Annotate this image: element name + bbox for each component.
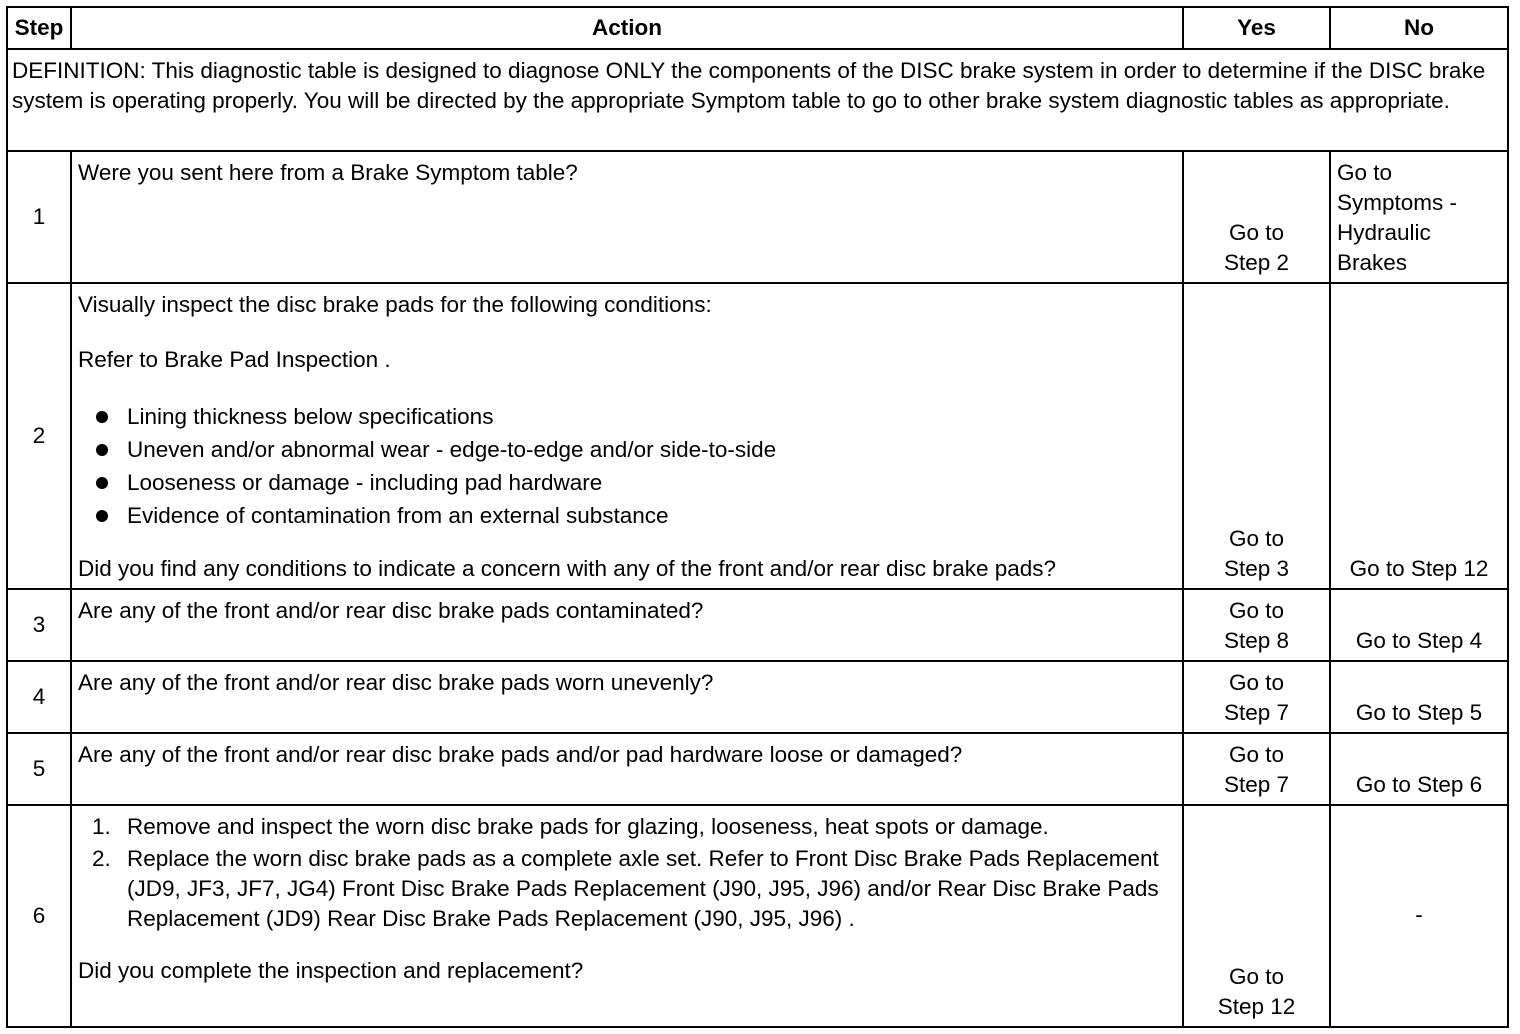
procedure-list <box>78 812 1176 934</box>
bullet-icon <box>96 444 108 456</box>
yes-cell: Go to Step 2 <box>1183 151 1330 283</box>
list-item: Evidence of contamination from an external substance <box>78 499 1176 532</box>
list-item: 2. Replace the worn disc brake pads as a complete axle set. Refer to Front Disc Brake Pads Replacement (JD9, JF3, JF7, JG4) Front Disc Brake Pads Replacement (J90, J95, J96) and/or Rear Disc Brake Pads Replacement (JD9) Rear Disc Brake Pads Replacement (J90, J95, J96) . <box>92 846 1159 931</box>
action-cell <box>71 805 1183 1027</box>
table-row-step-1 <box>7 151 1508 283</box>
no-cell: Go to Symptoms - Hydraulic Brakes <box>1330 151 1508 283</box>
action-cell <box>71 151 1183 283</box>
diagnostic-table <box>6 6 1509 1028</box>
refer-link[interactable]: Refer to Brake Pad Inspection . <box>78 347 391 372</box>
table-row-step-4 <box>7 661 1508 733</box>
intro-text: Visually inspect the disc brake pads for the following conditions: <box>78 292 712 317</box>
yes-cell: Go to Step 8 <box>1183 589 1330 661</box>
header-step: Step <box>7 7 71 49</box>
table-row-step-2 <box>7 283 1508 589</box>
yes-cell: Go to Step 12 <box>1183 805 1330 1027</box>
no-cell: Go to Step 12 <box>1330 283 1508 589</box>
step-number: 1 <box>7 151 71 283</box>
step-number: 6 <box>7 805 71 1027</box>
condition-list <box>78 400 1176 532</box>
no-cell: Go to Step 5 <box>1330 661 1508 733</box>
list-item: 1. Remove and inspect the worn disc brake pads for glazing, looseness, heat spots or damage. <box>92 814 1049 839</box>
question-text: Are any of the front and/or rear disc brake pads contaminated? <box>78 598 704 623</box>
definition-row <box>7 49 1508 151</box>
step-number: 3 <box>7 589 71 661</box>
table-row-step-5 <box>7 733 1508 805</box>
action-cell <box>71 661 1183 733</box>
no-cell: Go to Step 4 <box>1330 589 1508 661</box>
table-row-step-6 <box>7 805 1508 1027</box>
list-item: Looseness or damage - including pad hardware <box>78 466 1176 499</box>
table-row-step-3 <box>7 589 1508 661</box>
no-cell: Go to Step 6 <box>1330 733 1508 805</box>
question-text: Are any of the front and/or rear disc brake pads worn unevenly? <box>78 670 714 695</box>
definition-text: DEFINITION: This diagnostic table is designed to diagnose ONLY the components of the DISC brake system in order to determine if the DISC brake system is operating properly. You will be directed by the appropriate Symptom table to go to other brake system diagnostic tables as appropriate. <box>7 49 1508 151</box>
question-text: Did you find any conditions to indicate a concern with any of the front and/or rear disc brake pads? <box>78 556 1057 581</box>
header-no: No <box>1330 7 1508 49</box>
action-cell <box>71 589 1183 661</box>
question-text: Did you complete the inspection and replacement? <box>78 958 584 983</box>
list-item: Lining thickness below specifications <box>78 400 1176 433</box>
list-item: Uneven and/or abnormal wear - edge-to-edge and/or side-to-side <box>78 433 1176 466</box>
step-number: 2 <box>7 283 71 589</box>
action-cell <box>71 283 1183 589</box>
question-text: Are any of the front and/or rear disc brake pads and/or pad hardware loose or damaged? <box>78 742 963 767</box>
yes-cell: Go to Step 7 <box>1183 733 1330 805</box>
no-cell: - <box>1330 805 1508 1027</box>
action-cell <box>71 733 1183 805</box>
yes-cell: Go to Step 3 <box>1183 283 1330 589</box>
yes-cell: Go to Step 7 <box>1183 661 1330 733</box>
step-number: 4 <box>7 661 71 733</box>
step-number: 5 <box>7 733 71 805</box>
header-row <box>7 7 1508 49</box>
header-action: Action <box>71 7 1183 49</box>
bullet-icon <box>96 510 108 522</box>
question-text: Were you sent here from a Brake Symptom table? <box>78 160 578 185</box>
header-yes: Yes <box>1183 7 1330 49</box>
bullet-icon <box>96 477 108 489</box>
bullet-icon <box>96 411 108 423</box>
